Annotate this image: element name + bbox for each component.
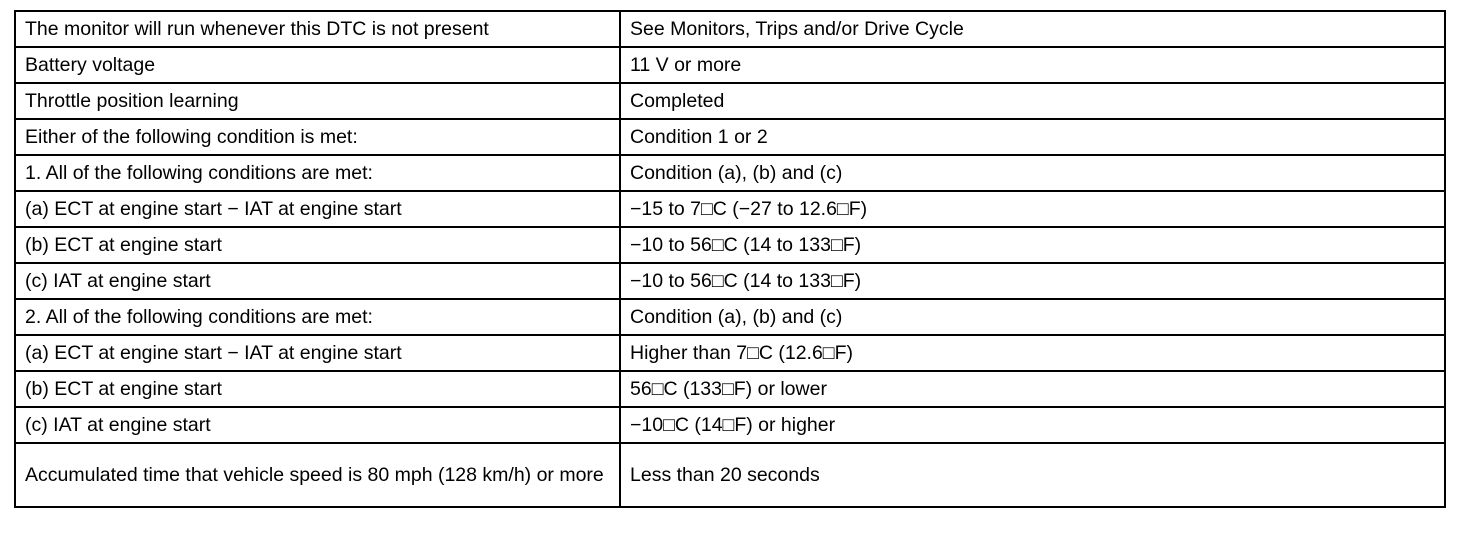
table-row bbox=[15, 263, 1445, 299]
value-cell: Less than 20 seconds bbox=[620, 443, 1445, 507]
value-cell: See Monitors, Trips and/or Drive Cycle bbox=[620, 11, 1445, 47]
table-row bbox=[15, 227, 1445, 263]
condition-cell: (c) IAT at engine start bbox=[15, 407, 620, 443]
condition-cell: (b) ECT at engine start bbox=[15, 371, 620, 407]
table-row bbox=[15, 191, 1445, 227]
condition-cell: Throttle position learning bbox=[15, 83, 620, 119]
value-cell: Condition 1 or 2 bbox=[620, 119, 1445, 155]
table-row bbox=[15, 335, 1445, 371]
table-row bbox=[15, 407, 1445, 443]
monitor-conditions-table bbox=[14, 10, 1446, 508]
value-cell: 56□C (133□F) or lower bbox=[620, 371, 1445, 407]
monitor-conditions-table-container bbox=[14, 10, 1446, 508]
condition-cell: (a) ECT at engine start − IAT at engine start bbox=[15, 191, 620, 227]
condition-cell: 1. All of the following conditions are met: bbox=[15, 155, 620, 191]
value-cell: −10 to 56□C (14 to 133□F) bbox=[620, 227, 1445, 263]
value-cell: Condition (a), (b) and (c) bbox=[620, 155, 1445, 191]
table-row bbox=[15, 119, 1445, 155]
condition-cell: 2. All of the following conditions are met: bbox=[15, 299, 620, 335]
table-row bbox=[15, 371, 1445, 407]
table-row bbox=[15, 443, 1445, 507]
value-cell: Higher than 7□C (12.6□F) bbox=[620, 335, 1445, 371]
condition-cell: Battery voltage bbox=[15, 47, 620, 83]
condition-cell: Accumulated time that vehicle speed is 80 mph (128 km/h) or more bbox=[15, 443, 620, 507]
value-cell: −10□C (14□F) or higher bbox=[620, 407, 1445, 443]
condition-cell: (c) IAT at engine start bbox=[15, 263, 620, 299]
value-cell: 11 V or more bbox=[620, 47, 1445, 83]
condition-cell: (a) ECT at engine start − IAT at engine start bbox=[15, 335, 620, 371]
table-row bbox=[15, 83, 1445, 119]
value-cell: Completed bbox=[620, 83, 1445, 119]
table-row bbox=[15, 155, 1445, 191]
condition-cell: Either of the following condition is met: bbox=[15, 119, 620, 155]
value-cell: −15 to 7□C (−27 to 12.6□F) bbox=[620, 191, 1445, 227]
value-cell: −10 to 56□C (14 to 133□F) bbox=[620, 263, 1445, 299]
table-row bbox=[15, 47, 1445, 83]
table-row bbox=[15, 11, 1445, 47]
table-row bbox=[15, 299, 1445, 335]
value-cell: Condition (a), (b) and (c) bbox=[620, 299, 1445, 335]
condition-cell: The monitor will run whenever this DTC is not present bbox=[15, 11, 620, 47]
condition-cell: (b) ECT at engine start bbox=[15, 227, 620, 263]
